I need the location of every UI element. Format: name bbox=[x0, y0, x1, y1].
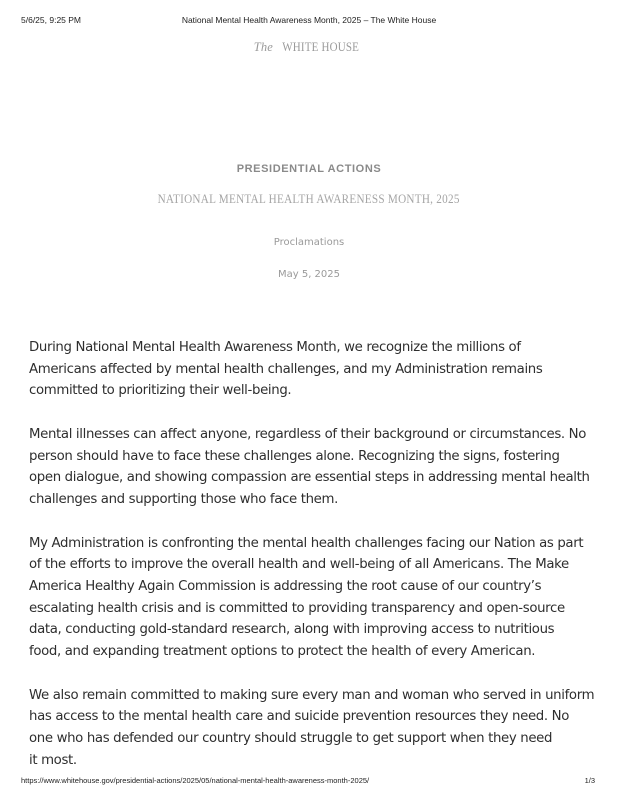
paragraph-line: has access to the mental health care and suicide prevention resources they need. No bbox=[29, 709, 570, 725]
paragraph-line: Americans affected by mental health challenges, and my Administration remains bbox=[29, 361, 543, 377]
white-house-logo[interactable] bbox=[0, 40, 618, 55]
page-title bbox=[0, 191, 618, 207]
paragraph-line: it most. bbox=[29, 752, 77, 768]
publish-date bbox=[0, 269, 618, 280]
print-header bbox=[0, 15, 618, 27]
print-datetime: 5/6/25, 9:25 PM bbox=[21, 15, 82, 25]
print-page-indicator: 1/3 bbox=[584, 776, 595, 785]
paragraph bbox=[29, 337, 599, 402]
paragraph-line: committed to prioritizing their well-being. bbox=[29, 383, 292, 399]
paragraph-line: America Healthy Again Commission is addressing the root cause of our country’s bbox=[29, 578, 542, 594]
paragraph-line: data, conducting gold-standard research, along with improving access to nutritious bbox=[29, 622, 555, 638]
print-url: https://www.whitehouse.gov/presidential-actions/2025/05/national-mental-health-awareness-month-2025/ bbox=[21, 776, 370, 785]
paragraph-line: During National Mental Health Awareness Month, we recognize the millions of bbox=[29, 340, 521, 355]
paragraph bbox=[29, 424, 599, 511]
paragraph-line: one who has defended our country should struggle to get support when they need bbox=[29, 730, 553, 746]
page-title-text: NATIONAL MENTAL HEALTH AWARENESS MONTH, 2025 bbox=[157, 191, 461, 206]
paragraph bbox=[29, 685, 599, 772]
paragraph bbox=[29, 533, 599, 663]
publish-date-text: May 5, 2025 bbox=[277, 269, 341, 280]
paragraph-line: food, and expanding treatment options to protect the health of every American. bbox=[29, 644, 536, 660]
paragraph-line: Mental illnesses can affect anyone, regardless of their background or circumstances. No bbox=[29, 426, 587, 442]
section-label-text: PRESIDENTIAL ACTIONS bbox=[236, 163, 382, 175]
paragraph-line: open dialogue, and showing compassion are essential steps in addressing mental health bbox=[29, 470, 590, 486]
paragraph-line: challenges and supporting those who face them. bbox=[29, 492, 338, 508]
category-text: Proclamations bbox=[273, 237, 345, 248]
logo-name: WHITE HOUSE bbox=[282, 40, 360, 54]
article-body bbox=[29, 337, 599, 793]
section-label[interactable] bbox=[0, 163, 618, 175]
category-link[interactable] bbox=[0, 237, 618, 248]
paragraph-line: We also remain committed to making sure every man and woman who served in uniform bbox=[29, 687, 595, 703]
print-document-title: National Mental Health Awareness Month, 2025 – The White House bbox=[181, 15, 437, 25]
paragraph-line: escalating health crisis and is committed to providing transparency and open-source bbox=[29, 600, 565, 616]
logo-prefix: The bbox=[253, 40, 274, 54]
paragraph-line: My Administration is confronting the mental health challenges facing our Nation as part bbox=[29, 535, 584, 551]
paragraph-line: person should have to face these challenges alone. Recognizing the signs, fostering bbox=[29, 448, 560, 464]
paragraph-line: of the efforts to improve the overall health and well-being of all Americans. The Make bbox=[29, 557, 569, 573]
